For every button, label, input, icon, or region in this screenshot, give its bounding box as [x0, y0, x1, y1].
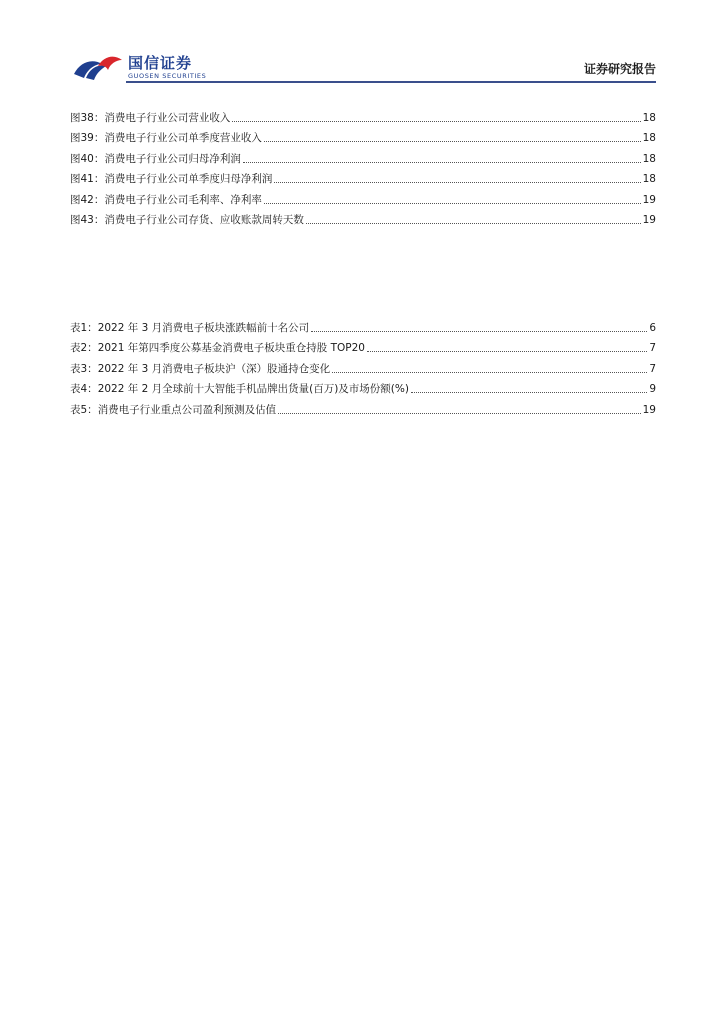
table-title: 消费电子行业重点公司盈利预测及估值: [97, 403, 277, 416]
figure-title: 消费电子行业公司单季度营业收入: [104, 132, 262, 144]
figure-title: 消费电子行业公司存货、应收账款周转天数: [104, 214, 304, 226]
page-number: 19: [642, 214, 656, 226]
dot-leader: [274, 182, 640, 183]
page-number: 19: [642, 193, 656, 206]
table-number: 表2：: [70, 342, 98, 354]
table-entry[interactable]: [70, 314, 656, 335]
table-number: 表5：: [70, 403, 98, 416]
figure-number: 图43：: [70, 214, 105, 226]
figure-entry[interactable]: [70, 166, 656, 187]
table-entry[interactable]: [70, 376, 656, 397]
header-divider: [126, 81, 656, 83]
figure-title: 消费电子行业公司营业收入: [104, 111, 231, 124]
table-title: 2021 年第四季度公募基金消费电子板块重仓持股 TOP20: [97, 342, 365, 354]
figure-entry[interactable]: [70, 125, 656, 146]
dot-leader: [264, 141, 641, 142]
page-number: 9: [649, 383, 656, 395]
page-number: 18: [642, 132, 656, 144]
table-entry[interactable]: [70, 335, 656, 356]
table-number: 表4：: [70, 383, 98, 395]
table-title: 2022 年 3 月消费电子板块涨跌幅前十名公司: [97, 321, 310, 334]
figure-index-list: [70, 104, 656, 227]
figure-title: 消费电子行业公司毛利率、净利率: [104, 193, 262, 206]
dot-leader: [411, 392, 647, 393]
brand-name-en: GUOSEN SECURITIES: [128, 72, 207, 80]
figure-number: 图38：: [70, 111, 105, 124]
dot-leader: [367, 351, 647, 352]
dot-leader: [306, 223, 641, 224]
table-number: 表3：: [70, 362, 98, 375]
page-number: 7: [649, 362, 656, 375]
page-number: 7: [649, 342, 656, 354]
figure-number: 图42：: [70, 193, 105, 206]
table-entry[interactable]: [70, 355, 656, 376]
figure-entry[interactable]: [70, 104, 656, 125]
figure-number: 图40：: [70, 152, 105, 165]
page-header: [72, 50, 656, 86]
report-type-label: 证券研究报告: [583, 62, 656, 76]
dot-leader: [264, 203, 641, 204]
dot-leader: [332, 372, 647, 373]
page-number: 18: [642, 173, 656, 185]
page-number: 6: [649, 321, 656, 334]
figure-title: 消费电子行业公司单季度归母净利润: [104, 173, 273, 185]
figure-entry[interactable]: [70, 186, 656, 207]
figure-number: 图39：: [70, 132, 105, 144]
brand-name-cn: 国信证券: [128, 54, 193, 72]
table-index-list: [70, 314, 656, 417]
dot-leader: [278, 413, 640, 414]
dot-leader: [311, 331, 647, 332]
figure-number: 图41：: [70, 173, 105, 185]
page-number: 18: [642, 111, 656, 124]
dot-leader: [232, 121, 640, 122]
table-title: 2022 年 3 月消费电子板块沪（深）股通持仓变化: [97, 362, 331, 375]
page-number: 18: [642, 152, 656, 165]
table-entry[interactable]: [70, 396, 656, 417]
table-title: 2022 年 2 月全球前十大智能手机品牌出货量(百万)及市场份额(%): [97, 383, 409, 395]
guosen-logo-icon: [72, 52, 124, 82]
figure-entry[interactable]: [70, 207, 656, 228]
figure-title: 消费电子行业公司归母净利润: [104, 152, 241, 165]
table-number: 表1：: [70, 321, 98, 334]
dot-leader: [243, 162, 641, 163]
figure-entry[interactable]: [70, 145, 656, 166]
page-number: 19: [642, 403, 656, 416]
